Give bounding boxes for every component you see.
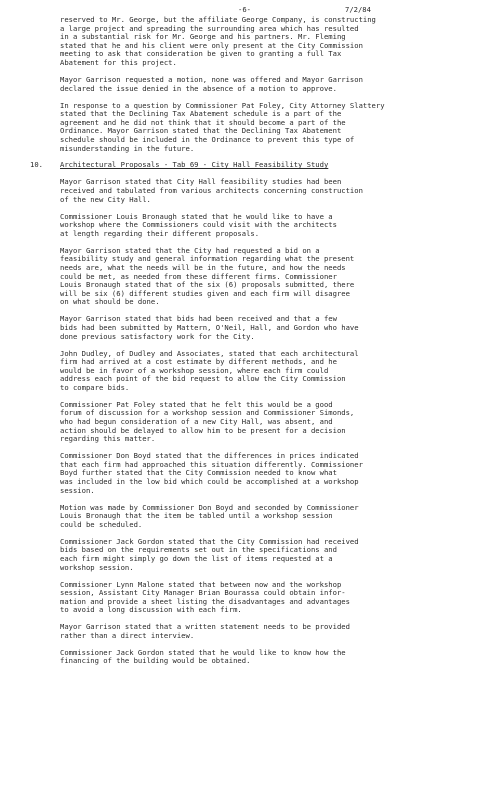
text-line: of the new City Hall. bbox=[60, 195, 151, 204]
text-line: session. bbox=[60, 486, 95, 495]
pre-section-text bbox=[60, 16, 478, 153]
page-header bbox=[0, 6, 490, 16]
paragraph bbox=[60, 452, 478, 495]
section-title: Architectural Proposals - Tab 69 - City Hall Feasibility Study bbox=[60, 160, 329, 170]
text-line: workshop where the Commissioners could visit with the architects bbox=[60, 221, 337, 230]
text-line: schedule should be included in the Ordinance to prevent this type of bbox=[60, 135, 355, 144]
paragraph bbox=[60, 102, 478, 154]
text-line: on what should be done. bbox=[60, 298, 160, 307]
paragraph bbox=[60, 213, 478, 239]
text-line: at length regarding their different proposals. bbox=[60, 229, 260, 238]
text-line: received and tabulated from various architects concerning construction bbox=[60, 187, 363, 196]
text-line: Commissioner Lynn Malone stated that between now and the workshop bbox=[60, 580, 342, 589]
paragraph bbox=[60, 581, 478, 615]
paragraph bbox=[60, 247, 478, 307]
text-line: done previous satisfactory work for the City. bbox=[60, 332, 255, 341]
text-line: meeting to ask that consideration be given to granting a full Tax bbox=[60, 50, 342, 59]
text-line: feasibility study and general information regarding what the present bbox=[60, 255, 355, 264]
text-line: needs are, what the needs will be in the future, and how the needs bbox=[60, 264, 346, 272]
text-line: could be scheduled. bbox=[60, 520, 143, 529]
text-line: workshop session. bbox=[60, 563, 134, 572]
text-line: that each firm had approached this situation differently. Commissioner bbox=[60, 460, 363, 469]
text-line: would be in favor of a workshop session, where each firm could bbox=[60, 366, 329, 375]
text-line: declared the issue denied in the absence of a motion to approve. bbox=[60, 84, 337, 93]
text-line: Motion was made by Commissioner Don Boyd and seconded by Commissioner bbox=[60, 503, 359, 512]
text-line: to compare bids. bbox=[60, 383, 130, 392]
text-line: mation and provide a sheet listing the disadvantages and advantages bbox=[60, 597, 350, 606]
paragraph bbox=[60, 76, 478, 93]
paragraph bbox=[60, 649, 478, 666]
text-line: who had begun consideration of a new City Hall, was absent, and bbox=[60, 418, 333, 427]
paragraph bbox=[60, 538, 478, 572]
text-line: a large project and spreading the surrounding area which has resulted bbox=[60, 24, 359, 33]
text-line: address each point of the bid request to allow the City Commission bbox=[60, 375, 346, 384]
section-number: 10. bbox=[30, 160, 43, 170]
text-line: rather than a direct interview. bbox=[60, 631, 195, 640]
text-line: stated that the Declining Tax Abatement schedule is a part of the bbox=[60, 110, 342, 119]
text-line: bids had been submitted by Mattern, O'Neil, Hall, and Gordon who have bbox=[60, 323, 359, 332]
text-line: will be six (6) different studies given and each firm will disagree bbox=[60, 289, 350, 298]
text-line: Mayor Garrison stated that a written statement needs to be provided bbox=[60, 623, 350, 632]
page-date: 7/2/84 bbox=[345, 5, 371, 14]
paragraph bbox=[60, 504, 478, 530]
text-line: Boyd further stated that the City Commission needed to know what bbox=[60, 469, 337, 478]
text-line: Ordinance. Mayor Garrison stated that the Declining Tax Abatement bbox=[60, 127, 342, 136]
text-line: to avoid a long discussion with each firm. bbox=[60, 606, 242, 615]
text-line: could be met, as needed from these different firms. Commissioner bbox=[60, 272, 337, 281]
section-body-text bbox=[60, 178, 478, 666]
text-line: was included in the low bid which could be accomplished at a workshop bbox=[60, 478, 359, 487]
text-line: Commissioner Pat Foley stated that he felt this would be a good bbox=[60, 400, 333, 409]
text-line: misunderstanding in the future. bbox=[60, 144, 195, 153]
text-line: stated that he and his client were only present at the City Commission bbox=[60, 41, 363, 50]
text-line: bids based on the requirements set out in the specifications and bbox=[60, 546, 337, 555]
text-line: reserved to Mr. George, but the affiliate George Company, is constructing bbox=[60, 16, 376, 24]
text-line: action should be delayed to allow him to be present for a decision bbox=[60, 426, 346, 435]
paragraph bbox=[60, 315, 478, 341]
text-line: Abatement for this project. bbox=[60, 58, 177, 67]
text-line: Louis Bronaugh stated that of the six (6) proposals submitted, there bbox=[60, 281, 355, 290]
text-line: Commissioner Jack Gordon stated that the City Commission had received bbox=[60, 537, 359, 546]
paragraph bbox=[60, 178, 478, 204]
text-line: agreement and he did not think that it should become a part of the bbox=[60, 118, 346, 127]
text-line: financing of the building would be obtained. bbox=[60, 657, 251, 666]
text-line: Mayor Garrison stated that City Hall feasibility studies had been bbox=[60, 178, 342, 187]
text-line: Commissioner Louis Bronaugh stated that he would like to have a bbox=[60, 212, 333, 221]
text-line: session, Assistant City Manager Brian Bourassa could obtain infor- bbox=[60, 589, 346, 598]
text-line: Louis Bronaugh that the item be tabled until a workshop session bbox=[60, 512, 333, 521]
text-line: each firm might simply go down the list of items requested at a bbox=[60, 554, 333, 563]
text-line: Commissioner Don Boyd stated that the differences in prices indicated bbox=[60, 452, 359, 461]
paragraph bbox=[60, 350, 478, 393]
page-number: -6- bbox=[238, 5, 251, 14]
text-line: firm had arrived at a cost estimate by different methods, and he bbox=[60, 358, 337, 367]
section-heading bbox=[30, 160, 478, 170]
text-line: Mayor Garrison requested a motion, none was offered and Mayor Garrison bbox=[60, 75, 363, 84]
text-line: in a substantial risk for Mr. George and his partners. Mr. Fleming bbox=[60, 33, 346, 42]
text-line: In response to a question by Commissioner Pat Foley, City Attorney Slattery bbox=[60, 101, 385, 110]
document-body bbox=[30, 16, 478, 674]
text-line: regarding this matter. bbox=[60, 435, 156, 444]
text-line: John Dudley, of Dudley and Associates, stated that each architectural bbox=[60, 349, 359, 358]
text-line: Mayor Garrison stated that the City had requested a bid on a bbox=[60, 246, 320, 255]
paragraph bbox=[60, 623, 478, 640]
paragraph bbox=[60, 401, 478, 444]
text-line: Mayor Garrison stated that bids had been received and that a few bbox=[60, 315, 337, 324]
paragraph bbox=[60, 16, 478, 68]
text-line: forum of discussion for a workshop session and Commissioner Simonds, bbox=[60, 409, 355, 418]
text-line: Commissioner Jack Gordon stated that he would like to know how the bbox=[60, 648, 346, 657]
